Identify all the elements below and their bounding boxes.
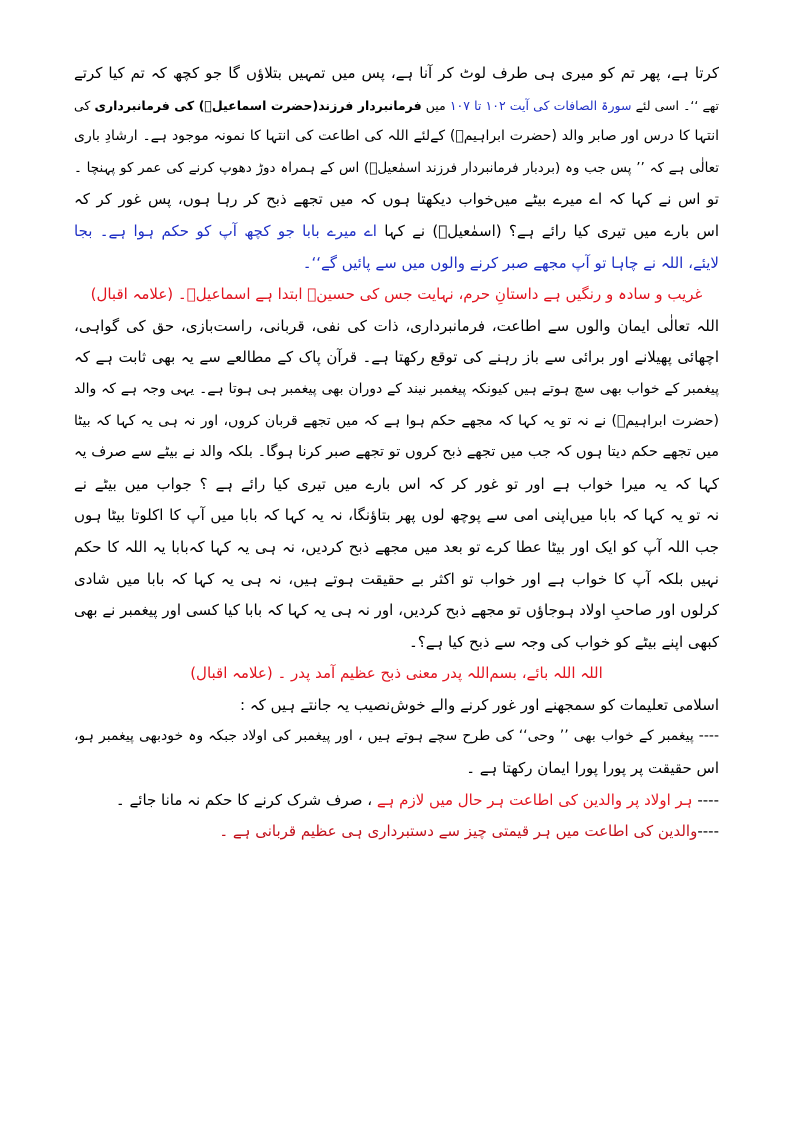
text-line xyxy=(74,216,719,248)
text-segment: نہ تو یہ کہا کہ بابا میں‌اپنی امی سے پوچھ لوں پھر بتاؤنگا، نہ یہ کہا کہ بابا میں آپ کا اکلوتا بیٹا ہوں xyxy=(74,506,719,525)
poetry-verse-line xyxy=(74,279,719,311)
text-segment: ---- پیغمبر کے خواب بھی ’’ وحی‘‘ کی طرح سچے ہوتے ہیں ، اور پیغمبر کی اولاد جبکہ وہ خودبھی پیغمبر ہو، xyxy=(74,728,719,745)
text-segment: (حضرت ابراہیمؑ) نے نہ تو یہ کہا کہ مجھے حکم ہوا ہے کہ میں تجھے قربان کروں، اور نہ ہی یہ کہا کہ بیٹا xyxy=(74,412,719,429)
text-segment: تھے ‘‘۔ اسی لئے xyxy=(631,97,719,113)
text-segment: کی xyxy=(74,97,95,113)
text-segment: کرلوں اور صاحبِ اولاد ہوجاؤں تو مجھے ذبح کردیں، اور نہ ہی یہ کہا کہ بابا کیا کسی اور پیغمبر نے بھی xyxy=(74,601,719,620)
text-line xyxy=(74,595,719,627)
highlighted-text-segment: لایئے، اللہ نے چاہا تو آپ مجھے صبر کرنے والوں میں سے پائیں گے‘‘۔ xyxy=(302,253,719,272)
text-line xyxy=(74,500,719,532)
text-line xyxy=(74,374,719,406)
text-line xyxy=(74,753,719,785)
text-line xyxy=(74,785,719,817)
text-segment: تعالٰی ہے کہ ’’ پس جب وہ (بردبار فرمانبردار فرزند اسمٰعیلؑ) اس کے ہمراہ دوڑ دھوپ کرنے کی عمر کو پہنچا ۔ xyxy=(74,159,719,176)
text-line xyxy=(74,90,719,122)
text-segment: کرتا ہے، پھر تم کو میری ہی طرف لوٹ کر آنا ہے، پس میں تمہیں بتلاؤں گا جو کچھ کہ تم کیا کرتے xyxy=(74,64,719,82)
text-line xyxy=(74,816,719,848)
poetry-verse-line xyxy=(74,658,719,690)
text-segment: ---- xyxy=(692,790,719,809)
text-segment: میں تجھے حکم دیتا ہوں کہ جب میں تجھے ذبح کروں تو تجھے صبر کرنا ہوگا۔ بلکہ والد نے بیٹے سے صرف یہ xyxy=(74,444,719,461)
text-segment: ---- xyxy=(697,822,719,841)
text-line xyxy=(74,311,719,343)
text-segment: کبھی اپنے بیٹے کو خواب کی وجہ سے ذبح کیا ہے؟۔ xyxy=(408,632,719,651)
text-line xyxy=(74,437,719,469)
text-line xyxy=(74,153,719,185)
text-line xyxy=(74,532,719,564)
text-segment: اچھائی پھیلانے اور برائی سے باز رہنے کی توقع رکھتا ہے۔ قرآن پاک کے مطالعے سے یہ بھی ثابت ہے کہ xyxy=(74,348,719,367)
text-segment: نہیں بلکہ آپ کا خواب ہے اور خواب تو اکثر بے حقیقت ہوتے ہیں، نہ ہی یہ کہا کہ بابا میں شادی xyxy=(74,569,719,588)
text-line xyxy=(74,469,719,501)
text-segment: جب اللہ آپ کو ایک اور بیٹا عطا کرے تو بعد میں مجھے ذبح کردیں، نہ ہی یہ کہا کہ‌بابا یہ اللہ کا حکم xyxy=(74,537,719,556)
text-line xyxy=(74,121,719,153)
text-line xyxy=(74,627,719,659)
text-line xyxy=(74,184,719,216)
highlighted-text-segment: سورۃ الصافات کی آیت ۱۰۲ تا ۱۰۷ xyxy=(449,97,632,113)
text-segment: تو اس نے کہا کہ اے میرے بیٹے میں‌خواب دیکھتا ہوں کہ میں تجھے ذبح کر رہا ہوں، پس غور کر کہ xyxy=(74,190,719,209)
highlighted-text-segment: ہر اولاد پر والدین کی اطاعت ہر حال میں لازم ہے xyxy=(376,790,693,809)
text-line xyxy=(74,564,719,596)
highlighted-text-segment: والدین کی اطاعت میں ہر قیمتی چیز سے دستبرداری ہی عظیم قربانی ہے ۔ xyxy=(219,822,698,841)
highlighted-text-segment: فرمانبردار فرزند(حضرت اسماعیلؑ) کی فرمانبرداری xyxy=(94,97,422,113)
text-segment: اللہ تعالٰی ایمان والوں سے اطاعت، فرمانبرداری، ذات کی نفی، قربانی، راست‌بازی، حق کی گواہی، xyxy=(74,316,719,335)
text-line xyxy=(74,406,719,438)
text-segment: ، صرف شرک کرنے کا حکم نہ مانا جائے ۔ xyxy=(115,790,377,809)
text-segment: انتہا کا درس اور صابر والد (حضرت ابراہیمؑ) کےلئے اللہ کی اطاعت کی انتہا کا نمونہ موجود ہے۔ ارشادِ باری xyxy=(74,128,719,145)
highlighted-text-segment: اے میرے بابا جو کچھ آپ کو حکم ہوا ہے۔ بجا xyxy=(74,221,377,240)
text-segment: کہا کہ یہ میرا خواب ہے اور تو غور کر کہ اس بارے میں تیری کیا رائے ہے ؟ جواب میں بیٹے نے xyxy=(74,474,719,493)
text-line xyxy=(74,342,719,374)
text-segment: اس حقیقت پر پورا پورا ایمان رکھتا ہے ۔ xyxy=(466,759,719,778)
text-line xyxy=(74,58,719,90)
highlighted-text-segment: غریب و سادہ و رنگیں ہے داستانِ حرم، نہایت جس کی حسینؑ ابتدا ہے اسماعیلؑ۔ (علامہ اقبال) xyxy=(90,285,703,304)
text-line xyxy=(74,721,719,753)
text-line xyxy=(74,248,719,280)
highlighted-text-segment: اللہ اللہ بائے، بسم‌اللہ پدر معنی ذبح عظیم آمد پدر ۔ (علامہ اقبال) xyxy=(190,664,603,683)
text-segment: میں xyxy=(421,97,450,113)
text-segment: پیغمبر کے خواب بھی سچ ہوتے ہیں کیونکہ پیغمبر نیند کے دوران بھی پیغمبر ہی ہوتا ہے۔ یہی وجہ ہے کہ والد xyxy=(74,380,719,397)
text-segment: اس بارے میں تیری کیا رائے ہے؟ (اسمٰعیلؑ) نے کہا xyxy=(376,221,719,240)
text-segment: اسلامی تعلیمات کو سمجھنے اور غور کرنے والے خوش‌نصیب یہ جانتے ہیں کہ : xyxy=(240,695,719,714)
text-line xyxy=(74,690,719,722)
